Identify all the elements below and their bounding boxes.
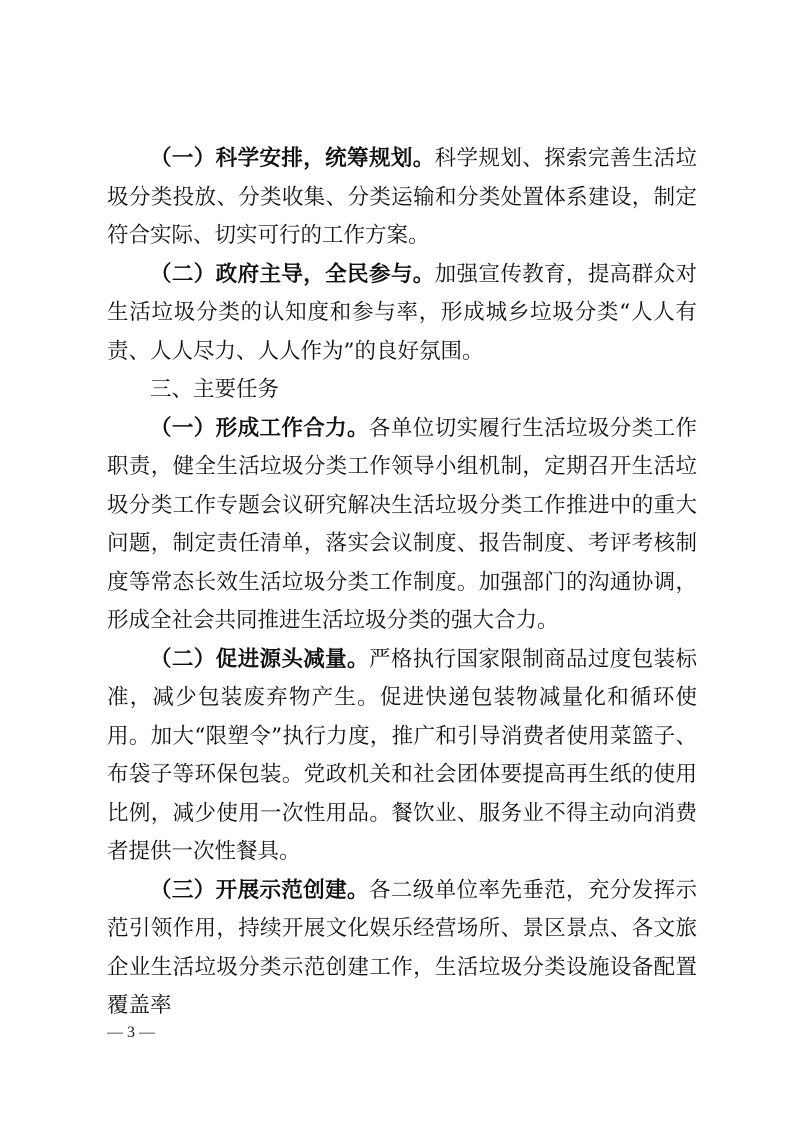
- paragraph-source-reduction: [107, 641, 697, 872]
- paragraph-demonstration: [107, 872, 697, 1026]
- paragraph-government-led: [107, 256, 697, 372]
- paragraph-text: 各单位切实履行生活垃圾分类工作职责，健全生活垃圾分类工作领导小组机制，定期召开生活垃圾分类工作专题会议研究解决生活垃圾分类工作推进中的重大问题，制定责任清单，落实会议制度、报告制度、考评考核制度等常态长效生活垃圾分类工作制度。加强部门的沟通协调，形成全社会共同推进生活垃圾分类的强大合力。: [107, 415, 697, 633]
- paragraph-text: 科学规划、探索完善生活垃圾分类投放、分类收集、分类运输和分类处置体系建设，制定符合实际、切实可行的工作方案。: [107, 146, 697, 248]
- paragraph-text: 各二级单位率先垂范，充分发挥示范引领作用，持续开展文化娱乐经营场所、景区景点、各文旅企业生活垃圾分类示范创建工作，生活垃圾分类设施设备配置覆盖率: [107, 877, 697, 1018]
- paragraph-text: 严格执行国家限制商品过度包装标准，减少包装废弃物产生。促进快递包装物减量化和循环使用。加大“限塑令”执行力度，推广和引导消费者使用菜篮子、布袋子等环保包装。党政机关和社会团体要提高再生纸的使用比例，减少使用一次性用品。餐饮业、服务业不得主动向消费者提供一次性餐具。: [107, 646, 697, 864]
- paragraph-heading: （二）政府主导，全民参与。: [150, 261, 435, 287]
- paragraph-joint-effort: [107, 410, 697, 641]
- paragraph-heading: （二）促进源头减量。: [150, 646, 369, 672]
- paragraph-heading: （一）科学安排，统筹规划。: [150, 146, 435, 171]
- paragraph-heading: （三）开展示范创建。: [150, 877, 369, 903]
- page-number: — 3 —: [107, 1024, 155, 1041]
- paragraph-heading: （一）形成工作合力。: [150, 415, 369, 441]
- document-body: [107, 140, 697, 1026]
- paragraph-scientific-planning: [107, 140, 697, 256]
- section-heading-main-tasks: 三、主要任务: [150, 377, 280, 402]
- paragraph-text: 加强宣传教育，提高群众对生活垃圾分类的认知度和参与率，形成城乡垃圾分类“人人有责、人人尽力、人人作为”的良好氛围。: [107, 261, 697, 364]
